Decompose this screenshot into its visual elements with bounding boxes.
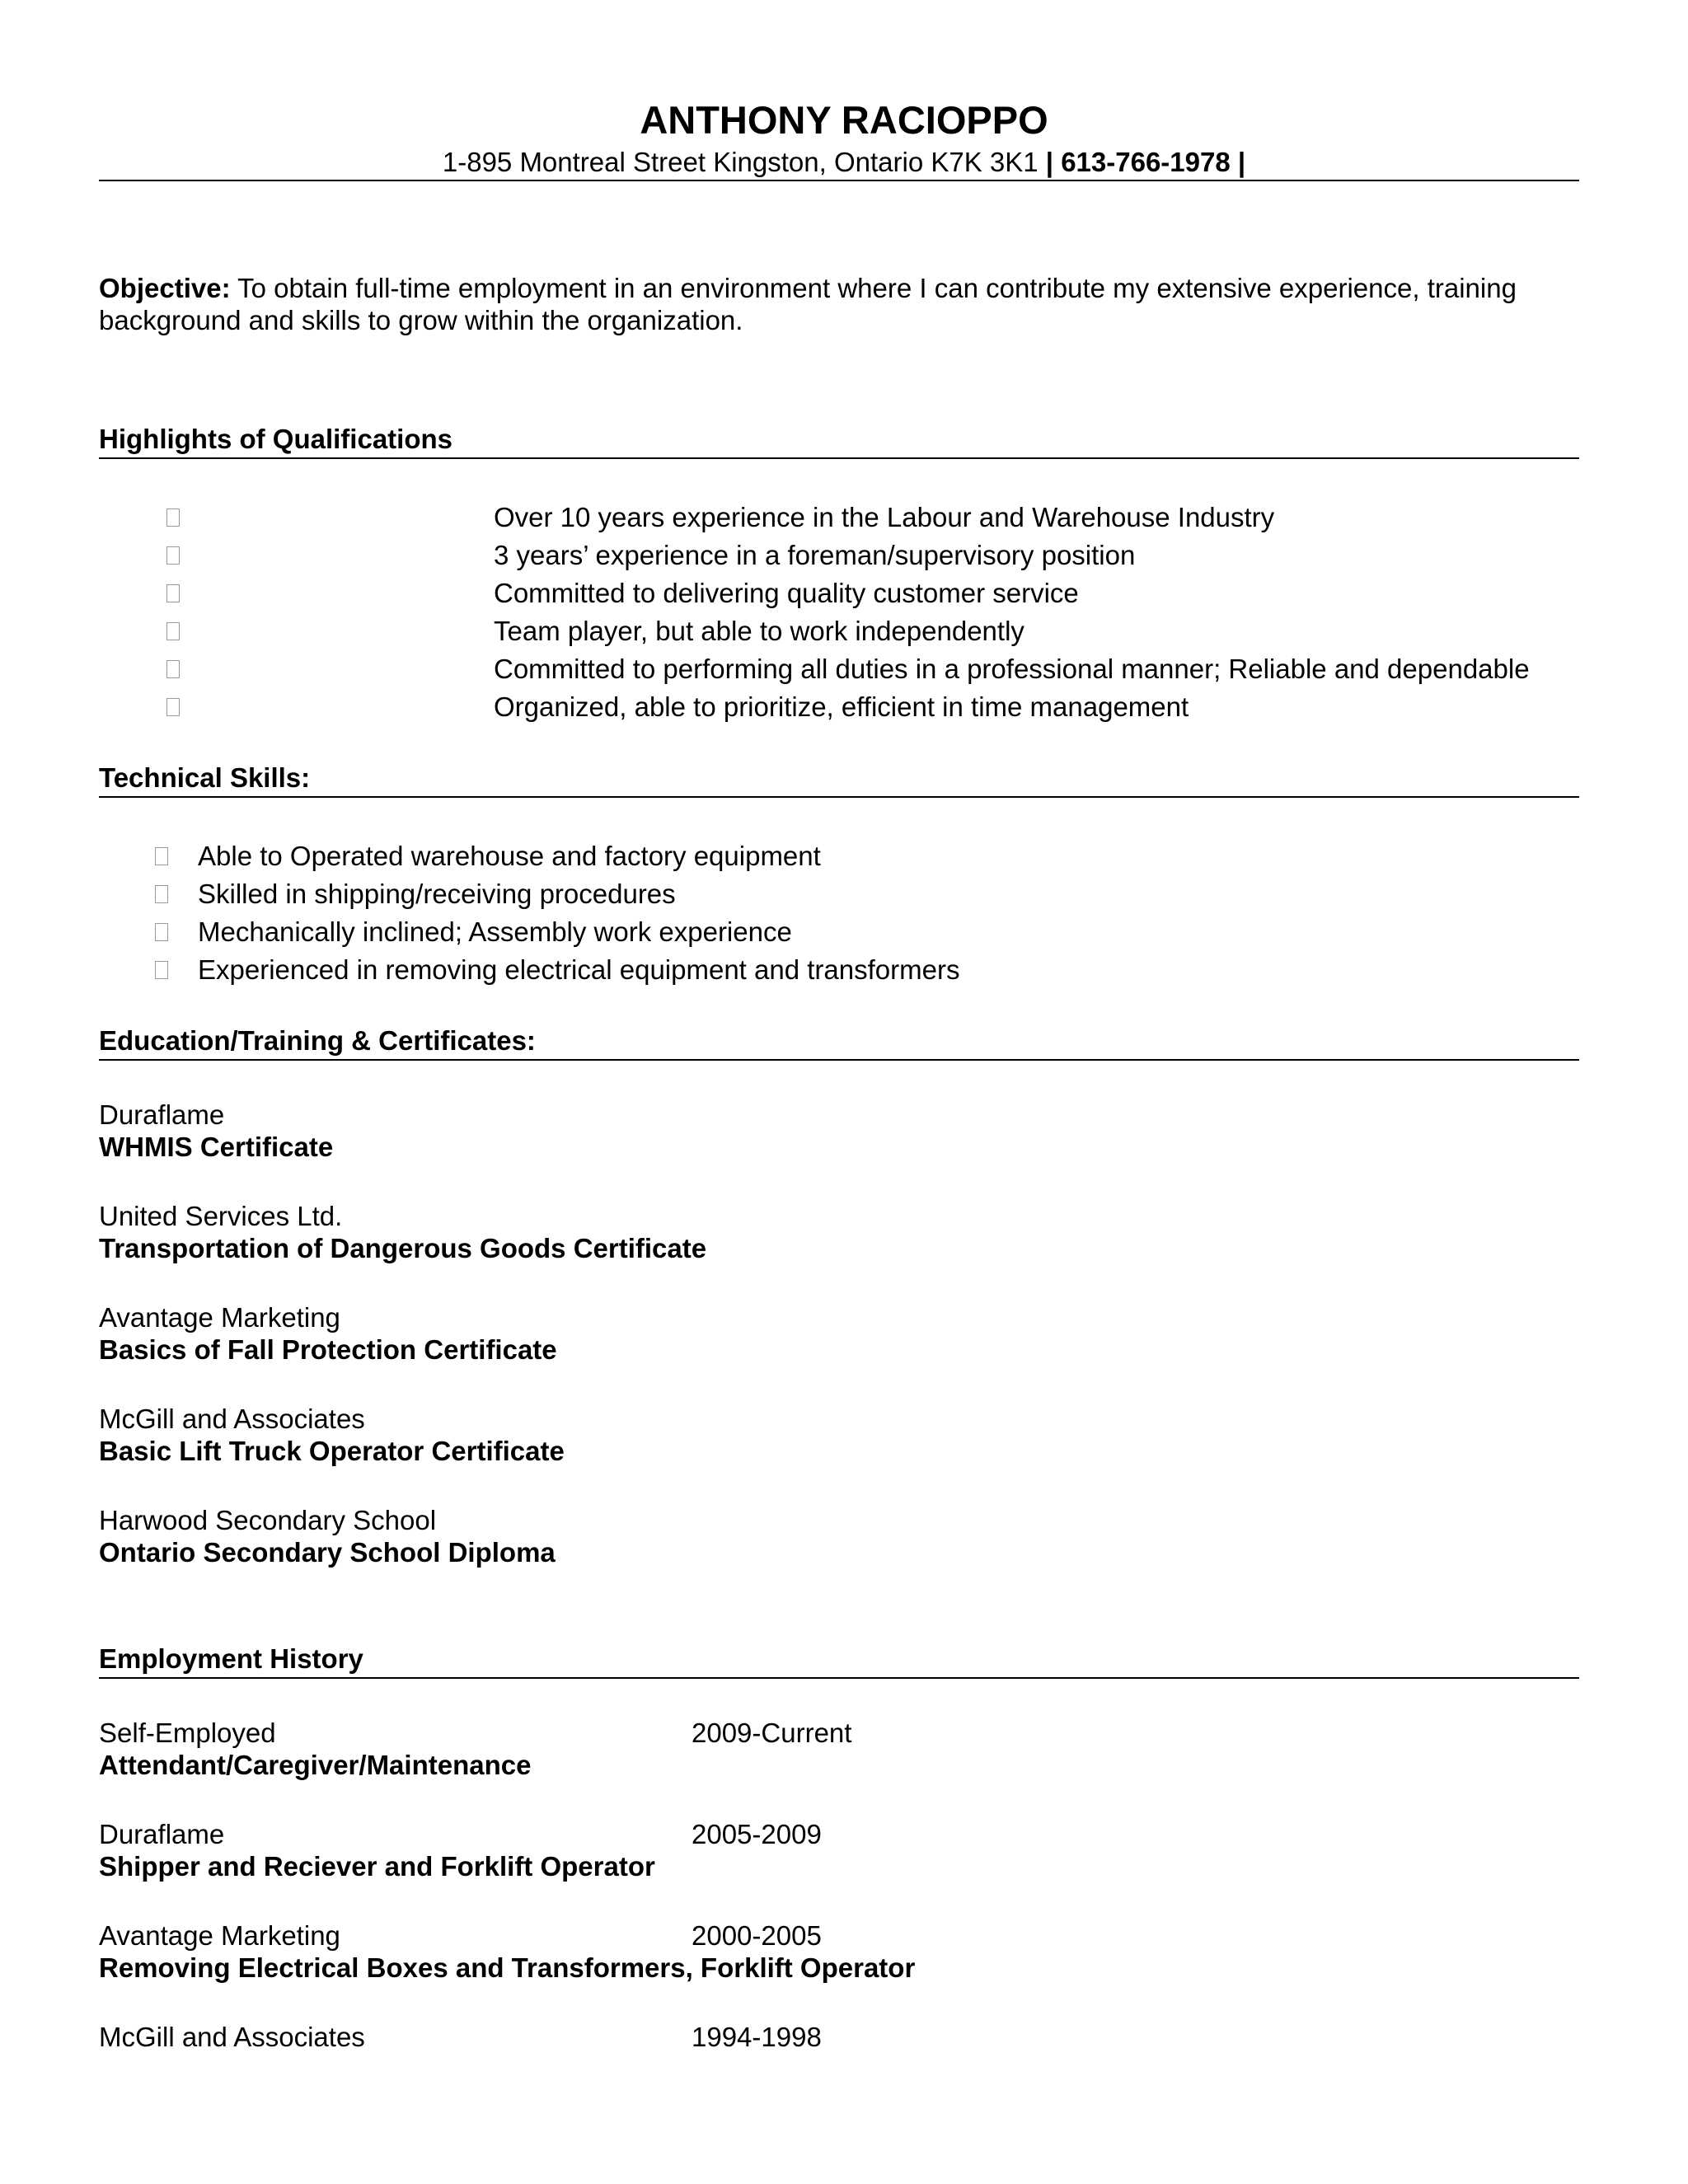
skill-text: Experienced in removing electrical equipment and transformers bbox=[198, 954, 960, 985]
employer: Self-Employed bbox=[99, 1718, 276, 1748]
objective-label: Objective: bbox=[99, 273, 231, 303]
employer: Avantage Marketing bbox=[99, 1920, 340, 1951]
list-item bbox=[0, 539, 1648, 577]
employment-entry bbox=[99, 1717, 1582, 1781]
qualifications-divider bbox=[99, 457, 1579, 459]
qualification-text: Over 10 years experience in the Labour and Warehouse Industry bbox=[494, 502, 1275, 532]
certificate: Transportation of Dangerous Goods Certificate bbox=[99, 1233, 707, 1263]
candidate-name: ANTHONY RACIOPPO bbox=[640, 98, 1048, 142]
institution: United Services Ltd. bbox=[99, 1201, 343, 1231]
education-entry bbox=[99, 1504, 1582, 1568]
employment-dates: 2005-2009 bbox=[692, 1819, 822, 1849]
certificate: WHMIS Certificate bbox=[99, 1132, 334, 1162]
list-item bbox=[0, 501, 1648, 539]
skill-text: Mechanically inclined; Assembly work experience bbox=[198, 916, 792, 947]
address: 1-895 Montreal Street Kingston, Ontario K7K 3K1 bbox=[442, 147, 1046, 177]
qualification-text: 3 years’ experience in a foreman/supervisory position bbox=[494, 540, 1136, 570]
header-divider bbox=[99, 180, 1579, 181]
skill-text: Able to Operated warehouse and factory equipment bbox=[198, 841, 821, 871]
employment-dates: 2009-Current bbox=[692, 1718, 852, 1748]
skill-text: Skilled in shipping/receiving procedures bbox=[198, 879, 676, 909]
education-entry bbox=[99, 1099, 1582, 1163]
qualification-text: Committed to delivering quality customer service bbox=[494, 578, 1079, 608]
employment-entry bbox=[99, 1919, 1582, 1984]
checkbox-bullet-icon bbox=[155, 961, 168, 979]
contact-line bbox=[0, 146, 1688, 179]
checkbox-bullet-icon bbox=[155, 885, 168, 903]
employer: McGill and Associates bbox=[99, 2022, 365, 2052]
certificate: Basic Lift Truck Operator Certificate bbox=[99, 1436, 565, 1466]
phone-number: | 613-766-1978 | bbox=[1045, 147, 1246, 177]
job-title: Shipper and Reciever and Forklift Operator bbox=[99, 1851, 655, 1882]
qualification-text: Organized, able to prioritize, efficient in time management bbox=[494, 691, 1189, 722]
list-item bbox=[0, 840, 1648, 878]
checkbox-bullet-icon bbox=[166, 584, 180, 602]
employment-dates: 1994-1998 bbox=[692, 2022, 822, 2052]
objective-text: To obtain full-time employment in an environment where I can contribute my extensive experience, training background and skills to grow within the organization. bbox=[99, 273, 1517, 335]
checkbox-bullet-icon bbox=[166, 546, 180, 565]
education-divider bbox=[99, 1059, 1579, 1061]
qualification-text: Team player, but able to work independently bbox=[494, 616, 1025, 646]
qualification-text: Committed to performing all duties in a professional manner; Reliable and dependable bbox=[494, 654, 1530, 684]
institution: Duraflame bbox=[99, 1099, 225, 1130]
employer: Duraflame bbox=[99, 1819, 225, 1849]
institution: McGill and Associates bbox=[99, 1404, 365, 1434]
checkbox-bullet-icon bbox=[166, 509, 180, 527]
checkbox-bullet-icon bbox=[166, 698, 180, 716]
job-title: Attendant/Caregiver/Maintenance bbox=[99, 1750, 532, 1780]
qualifications-heading: Highlights of Qualifications bbox=[99, 424, 452, 454]
list-item bbox=[0, 577, 1648, 615]
list-item bbox=[0, 878, 1648, 916]
employment-divider bbox=[99, 1677, 1579, 1679]
list-item bbox=[0, 954, 1648, 991]
technical-skills-divider bbox=[99, 796, 1579, 798]
checkbox-bullet-icon bbox=[155, 923, 168, 941]
institution: Avantage Marketing bbox=[99, 1302, 340, 1333]
list-item bbox=[0, 916, 1648, 954]
education-entry bbox=[99, 1301, 1582, 1366]
certificate: Ontario Secondary School Diploma bbox=[99, 1537, 556, 1568]
employment-heading: Employment History bbox=[99, 1643, 363, 1674]
checkbox-bullet-icon bbox=[155, 847, 168, 865]
objective-paragraph bbox=[99, 272, 1582, 336]
checkbox-bullet-icon bbox=[166, 660, 180, 678]
institution: Harwood Secondary School bbox=[99, 1505, 437, 1535]
employment-dates: 2000-2005 bbox=[692, 1920, 822, 1951]
education-heading: Education/Training & Certificates: bbox=[99, 1025, 536, 1056]
checkbox-bullet-icon bbox=[166, 622, 180, 640]
list-item bbox=[0, 653, 1648, 691]
employment-entry bbox=[99, 1818, 1582, 1882]
employment-entry bbox=[99, 2021, 1582, 2053]
technical-skills-heading: Technical Skills: bbox=[99, 762, 311, 793]
job-title: Removing Electrical Boxes and Transformers, Forklift Operator bbox=[99, 1952, 916, 1983]
education-entry bbox=[99, 1403, 1582, 1467]
education-entry bbox=[99, 1200, 1582, 1264]
list-item bbox=[0, 615, 1648, 653]
list-item bbox=[0, 691, 1648, 729]
certificate: Basics of Fall Protection Certificate bbox=[99, 1334, 557, 1365]
